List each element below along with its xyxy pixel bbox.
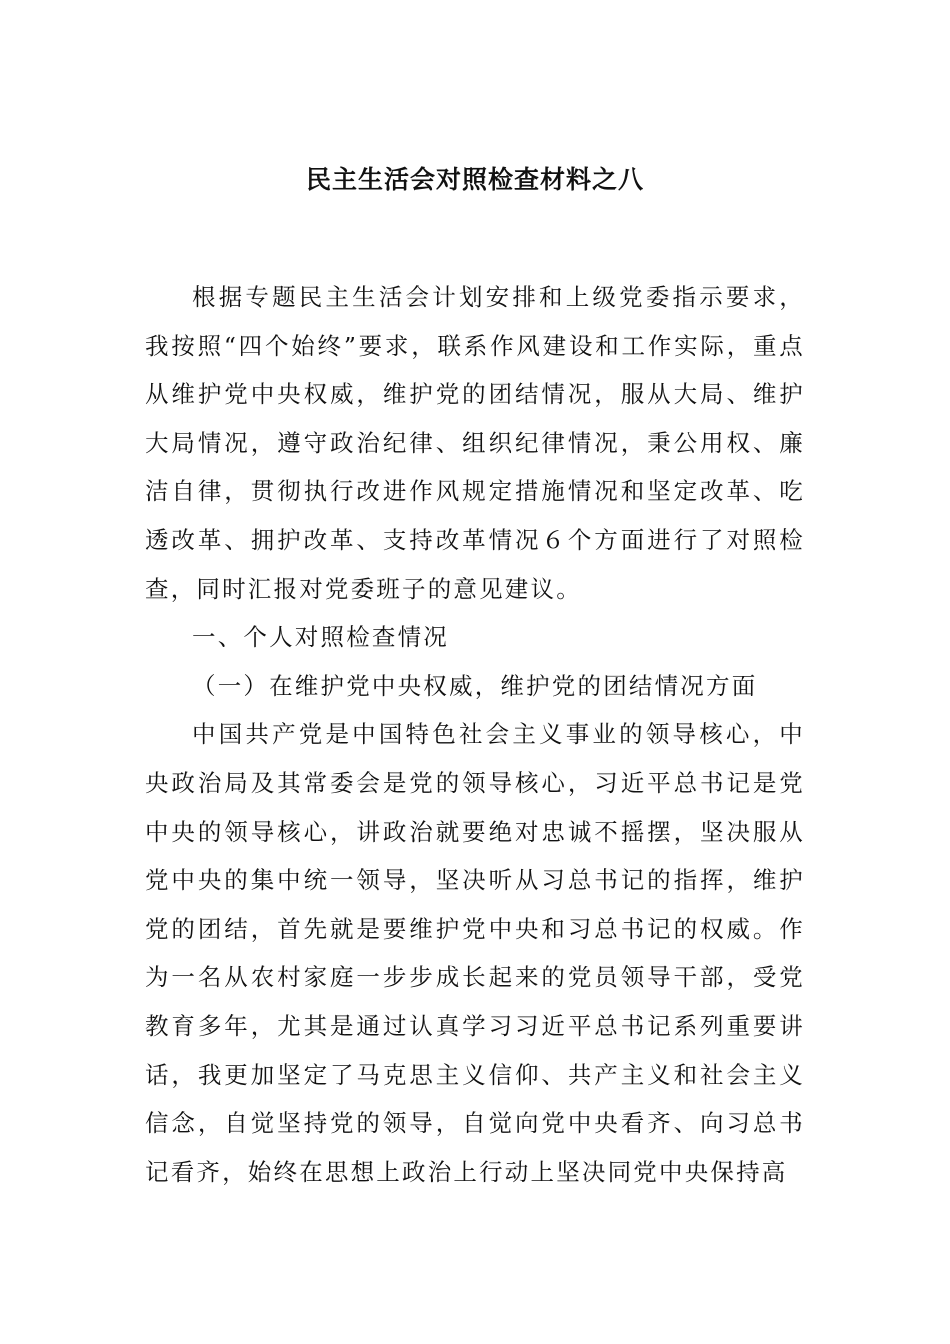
subsection-heading: （一）在维护党中央权威，维护党的团结情况方面 [192,671,758,700]
intro-paragraph: 根据专题民主生活会计划安排和上级党委指示要求，我按照“四个始终”要求，联系作风建设和工作实际，重点从维护党中央权威，维护党的团结情况，服从大局、维护大局情况，遵守政治纪律、组织纪律情况，秉公用权、廉洁自律，贯彻执行改进作风规定措施情况和坚定改革、吃透改革、拥护改革、支持改革情况６个方面进行了对照检查，同时汇报对党委班子的意见建议。 [145,283,805,603]
section-heading: 一、个人对照检查情况 [192,623,449,652]
document-title: 民主生活会对照检查材料之八 [305,165,644,194]
body-paragraph: 中国共产党是中国特色社会主义事业的领导核心，中央政治局及其常委会是党的领导核心，习近平总书记是党中央的领导核心，讲政治就要绝对忠诚不摇摆，坚决服从党中央的集中统一领导，坚决听从习总书记的指挥，维护党的团结，首先就是要维护党中央和习总书记的权威。作为一名从农村家庭一步步成长起来的党员领导干部，受党教育多年，尤其是通过认真学习习近平总书记系列重要讲话，我更加坚定了马克思主义信仰、共产主义和社会主义信念，自觉坚持党的领导，自觉向党中央看齐、向习总书记看齐，始终在思想上政治上行动上坚决同党中央保持高 [145,720,805,1186]
document-body [145,273,805,1196]
